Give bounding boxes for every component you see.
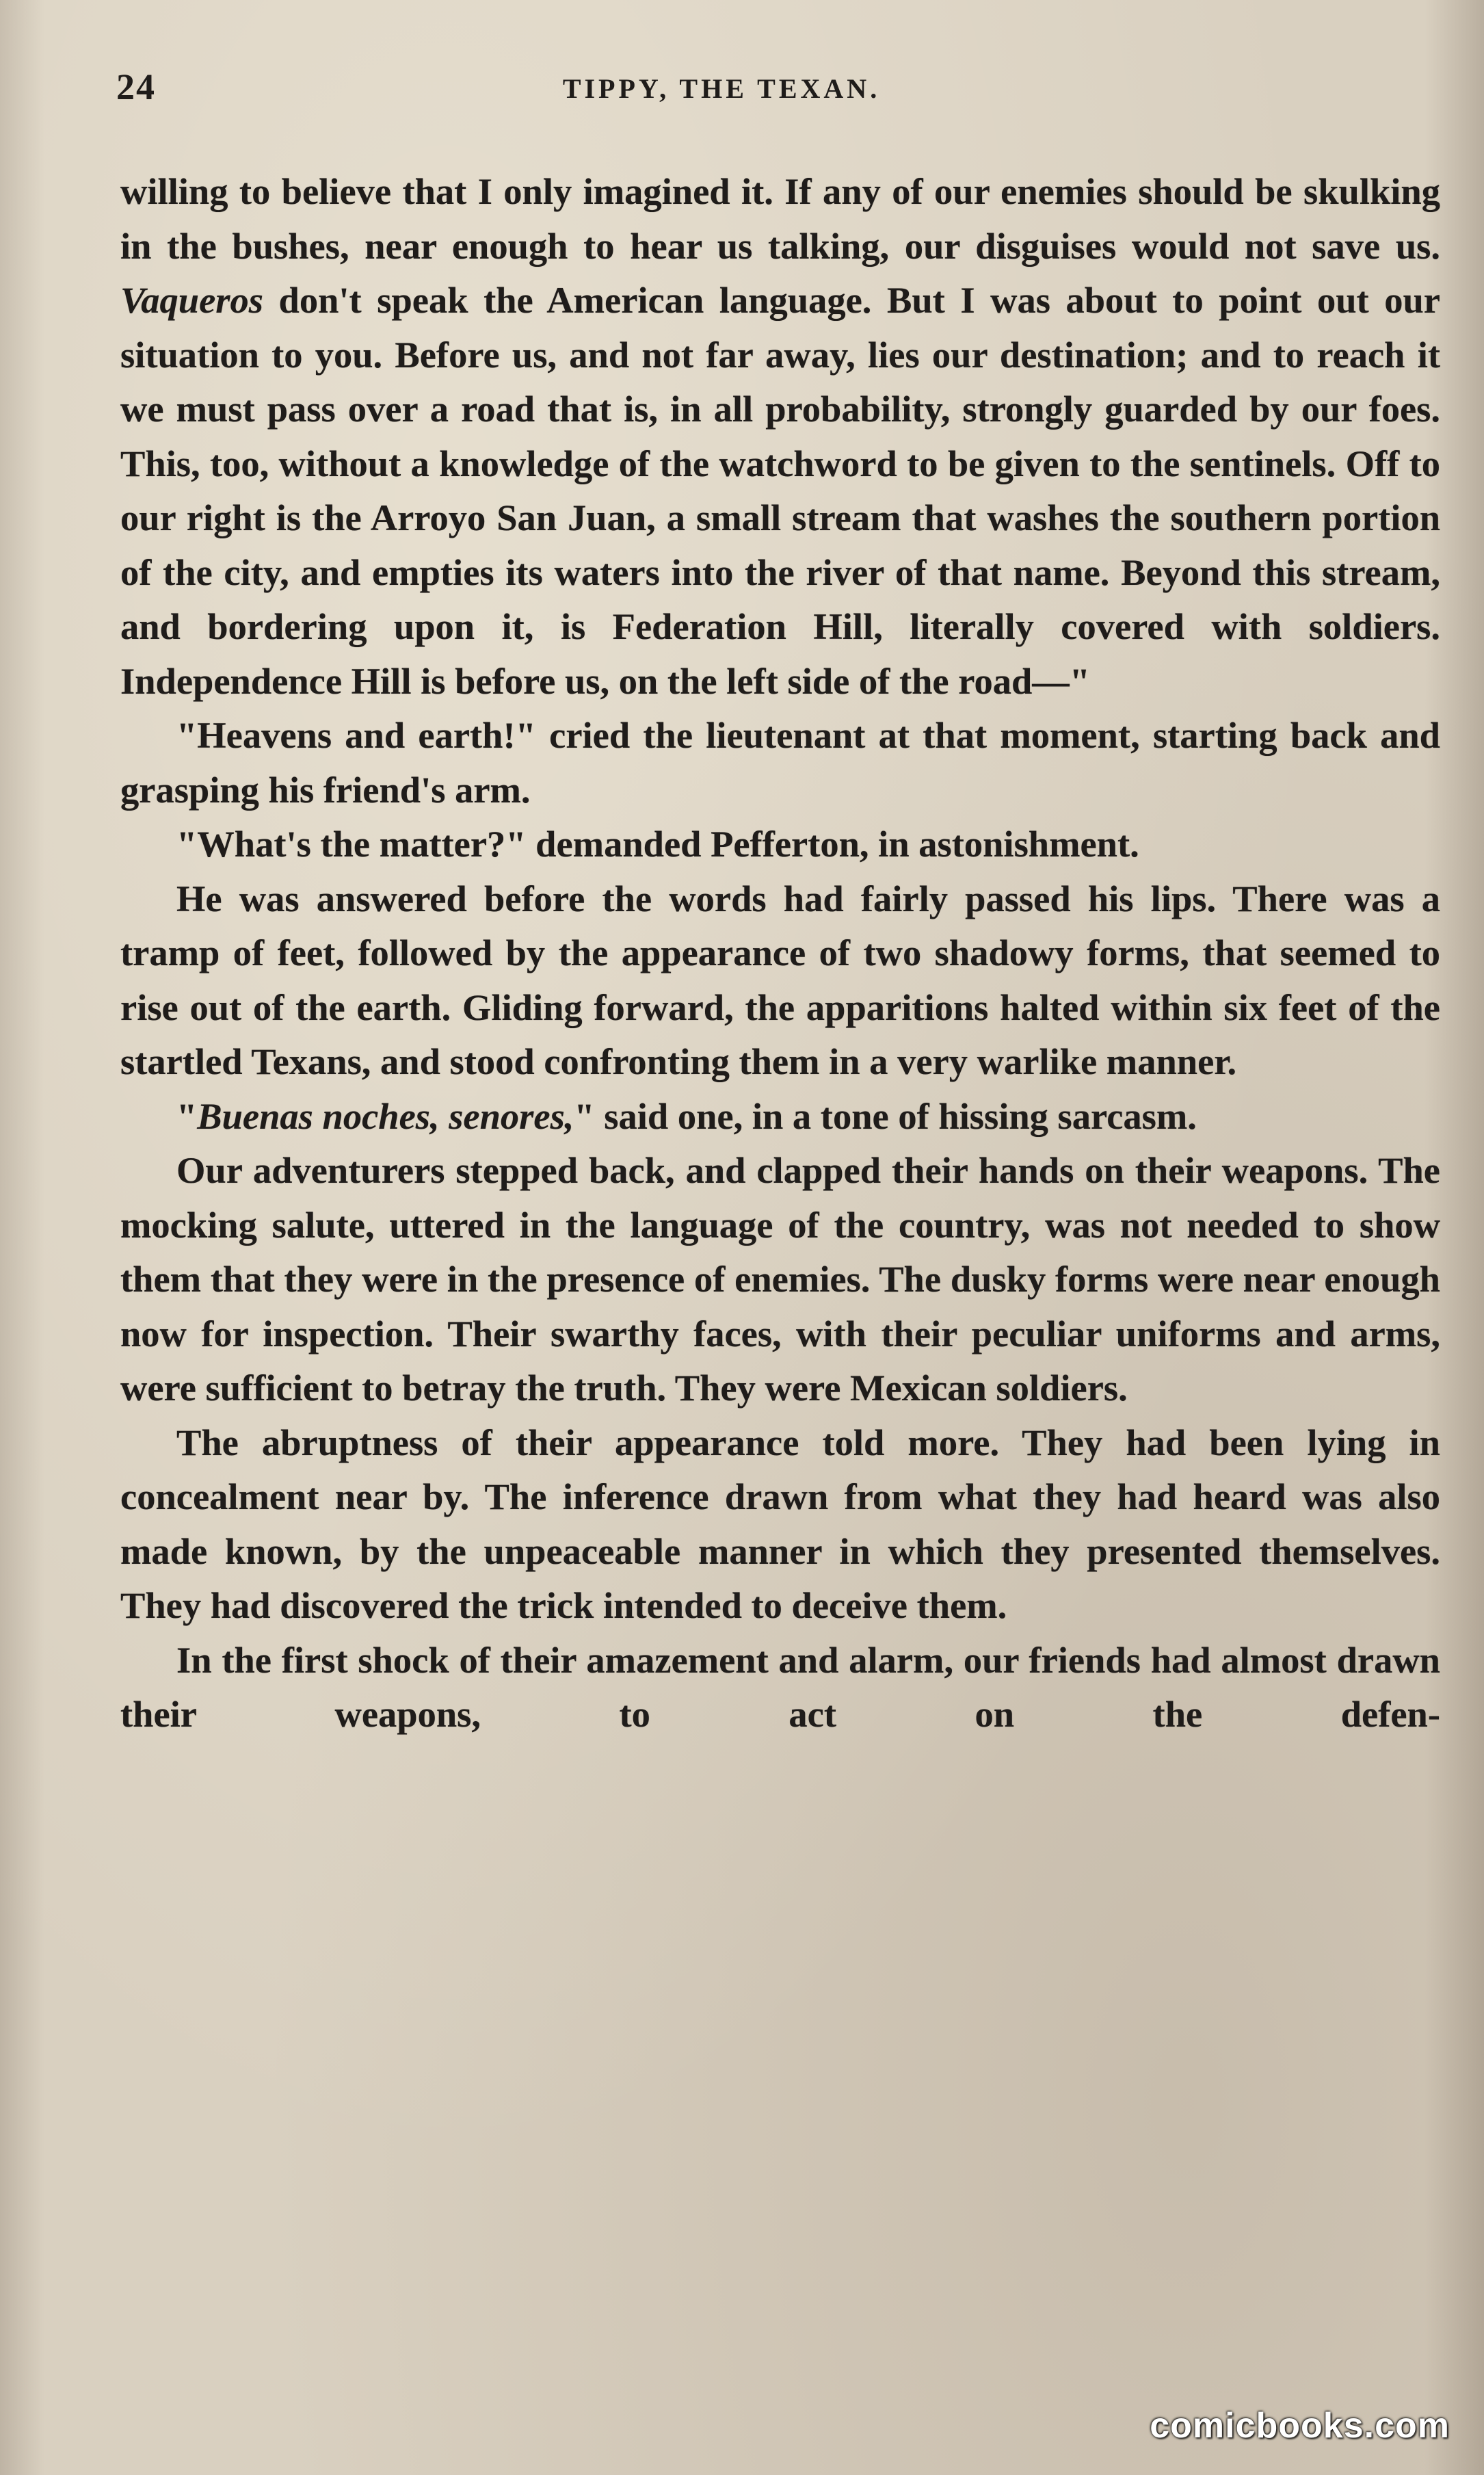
- body-text: [120, 164, 1440, 1742]
- italic-text: Vaqueros: [120, 279, 263, 321]
- paragraph: [120, 164, 1440, 708]
- paragraph: [120, 708, 1440, 817]
- text-segment: willing to believe that I only imagined it. If any of our enemies should be skulking in the bushes, near enough to hear us talking, our disguises would not save us.: [120, 170, 1440, 267]
- text-segment: Our adventurers stepped back, and clapped their hands on their weapons. The mocking salute, uttered in the language of the country, was not needed to show them that they were in the presence of enemies. The dusky forms were near enough now for inspection. Their swarthy faces, with their peculiar uniforms and arms, were sufficient to betray the truth. They were Mexican soldiers.: [120, 1149, 1440, 1409]
- text-segment: don't speak the American language. But I was about to point out our situation to you. Before us, and not far away, lies our destination; and to reach it we must pass over a road that is, in all probability, strongly guarded by our foes. This, too, without a knowledge of the watchword to be given to the sentinels. Off to our right is the Arroyo San Juan, a small stream that washes the southern portion of the city, and empties its waters into the river of that name. Beyond this stream, and bordering upon it, is Federation Hill, literally covered with soldiers. Independence Hill is before us, on the left side of the road—": [120, 279, 1440, 702]
- text-segment: ": [176, 1095, 198, 1137]
- italic-text: Buenas noches, senores,: [197, 1095, 574, 1137]
- paragraph: [120, 1415, 1440, 1633]
- text-segment: " said one, in a tone of hissing sarcasm.: [574, 1095, 1197, 1137]
- paragraph: [120, 1143, 1440, 1415]
- page-header: [116, 66, 1436, 120]
- paragraph: [120, 872, 1440, 1089]
- paragraph: [120, 817, 1440, 872]
- paragraph: [120, 1633, 1440, 1742]
- watermark: comicbooks.com: [1150, 2406, 1450, 2446]
- page-number: 24: [116, 66, 156, 107]
- text-segment: The abruptness of their appearance told more. They had been lying in concealment near by. The inference drawn from what they had heard was also made known, by the unpeaceable manner in which they presented themselves. They had discovered the trick intended to deceive them.: [120, 1421, 1440, 1626]
- running-title: TIPPY, THE TEXAN.: [562, 73, 881, 104]
- text-segment: In the first shock of their amazement and alarm, our friends had almost drawn their weapons, to act on the defen-: [120, 1638, 1440, 1735]
- paragraph: [120, 1089, 1440, 1144]
- text-segment: He was answered before the words had fairly passed his lips. There was a tramp of feet, followed by the appearance of two shadowy forms, that seemed to rise out of the earth. Gliding forward, the apparitions halted within six feet of the startled Texans, and stood confronting them in a very warlike manner.: [120, 877, 1440, 1082]
- text-segment: "Heavens and earth!" cried the lieutenant at that moment, starting back and grasping his friend's arm.: [120, 714, 1440, 811]
- text-segment: "What's the matter?" demanded Pefferton, in astonishment.: [176, 823, 1139, 865]
